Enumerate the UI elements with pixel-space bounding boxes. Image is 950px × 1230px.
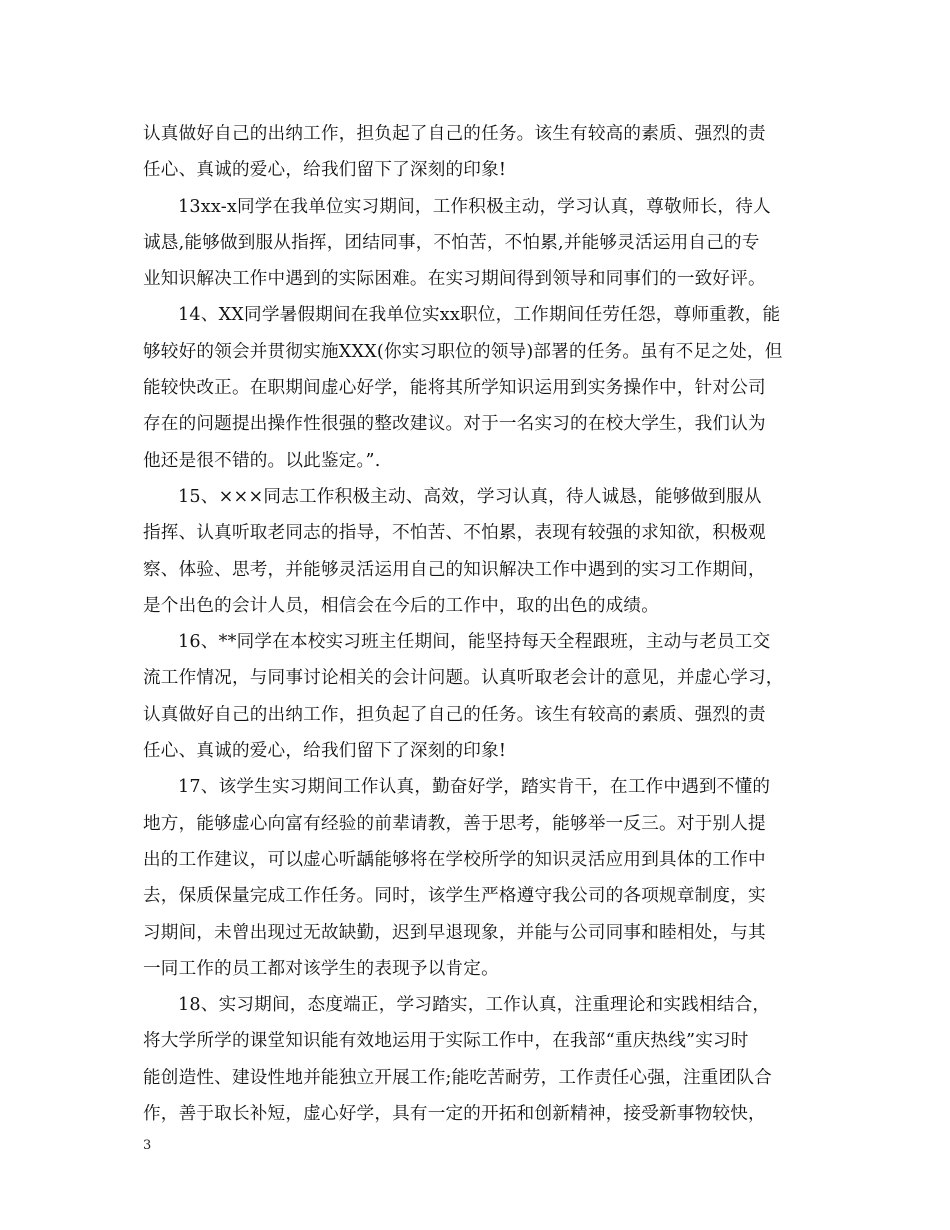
text-line: 能创造性、建设性地并能独立开展工作;能吃苦耐劳，工作责任心强，注重团队合: [143, 1067, 772, 1088]
text-line: 一同工作的员工都对该学生的表现予以肯定。: [143, 958, 499, 979]
text-line: 诚恳,能够做到服从指挥，团结同事，不怕苦，不怕累,并能够灵活运用自己的专: [143, 232, 760, 253]
text-line: 他还是很不错的。以此鉴定。”.: [143, 450, 381, 471]
document-body: [143, 116, 808, 1132]
text-line: 认真做好自己的出纳工作，担负起了自己的任务。该生有较高的素质、强烈的责: [143, 124, 766, 144]
text-line: 作，善于取长补短，虚心好学，具有一定的开拓和创新精神，接受新事物较快，: [143, 1104, 766, 1125]
paragraph-continuation: [143, 116, 808, 189]
text-line: 够较好的领会并贯彻实施XXX(你实习职位的领导)部署的任务。虽有不足之处，但: [143, 341, 783, 362]
text-line: 将大学所学的课堂知识能有效地运用于实际工作中，在我部“重庆热线”实习时: [143, 1031, 749, 1052]
text-line: 存在的问题提出操作性很强的整改建议。对于一名实习的在校大学生，我们认为: [143, 414, 766, 435]
text-line: 15、×××同志工作积极主动、高效，学习认真，待人诚恳，能够做到服从: [178, 486, 762, 507]
text-line: 能较快改正。在职期间虚心好学，能将其所学知识运用到实务操作中，针对公司: [143, 378, 766, 399]
text-line: 地方，能够虚心向富有经验的前辈请教，善于思考，能够举一反三。对于别人提: [143, 813, 766, 834]
paragraph-18: [143, 987, 808, 1132]
paragraph-16: [143, 624, 808, 769]
text-line: 流工作情况，与同事讨论相关的会计问题。认真听取老会计的意见，并虚心学习，: [143, 668, 784, 689]
text-line: 业知识解决工作中遇到的实际困难。在实习期间得到领导和同事们的一致好评。: [143, 269, 766, 290]
text-line: 18、实习期间，态度端正，学习踏实，工作认真，注重理论和实践相结合，: [178, 995, 771, 1016]
text-line: 出的工作建议，可以虚心听龋能够将在学校所学的知识灵活应用到具体的工作中: [143, 849, 766, 870]
paragraph-15: [143, 479, 808, 624]
text-line: 是个出色的会计人员，相信会在今后的工作中，取的出色的成绩。: [143, 595, 660, 616]
text-line: 任心、真诚的爱心，给我们留下了深刻的印象!: [143, 160, 507, 181]
text-line: 习期间，未曾出现过无故缺勤，迟到早退现象，并能与公司同事和睦相处，与其: [143, 922, 766, 943]
text-line: 14、XX同学暑假期间在我单位实xx职位，工作期间任劳任怨，尊师重教，能: [178, 305, 781, 326]
text-line: 去，保质保量完成工作任务。同时，该学生严格遵守我公司的各项规章制度，实: [143, 886, 766, 907]
paragraph-13: [143, 189, 808, 298]
paragraph-17: [143, 769, 808, 987]
page-number: 3: [143, 1138, 152, 1153]
text-line: 17、该学生实习期间工作认真，勤奋好学，踏实肯干，在工作中遇到不懂的: [178, 777, 771, 798]
text-line: 察、体验、思考，并能够灵活运用自己的知识解决工作中遇到的实习工作期间，: [143, 559, 766, 580]
text-line: 13xx-x同学在我单位实习期间，工作积极主动，学习认真，尊敬师长，待人: [178, 196, 771, 217]
text-line: 指挥、认真听取老同志的指导，不怕苦、不怕累，表现有较强的求知欲，积极观: [143, 523, 766, 544]
text-line: 任心、真诚的爱心，给我们留下了深刻的印象!: [143, 741, 507, 762]
text-line: 16、**同学在本校实习班主任期间，能坚持每天全程跟班，主动与老员工交: [178, 632, 771, 653]
paragraph-14: [143, 297, 808, 478]
text-line: 认真做好自己的出纳工作，担负起了自己的任务。该生有较高的素质、强烈的责: [143, 704, 766, 725]
